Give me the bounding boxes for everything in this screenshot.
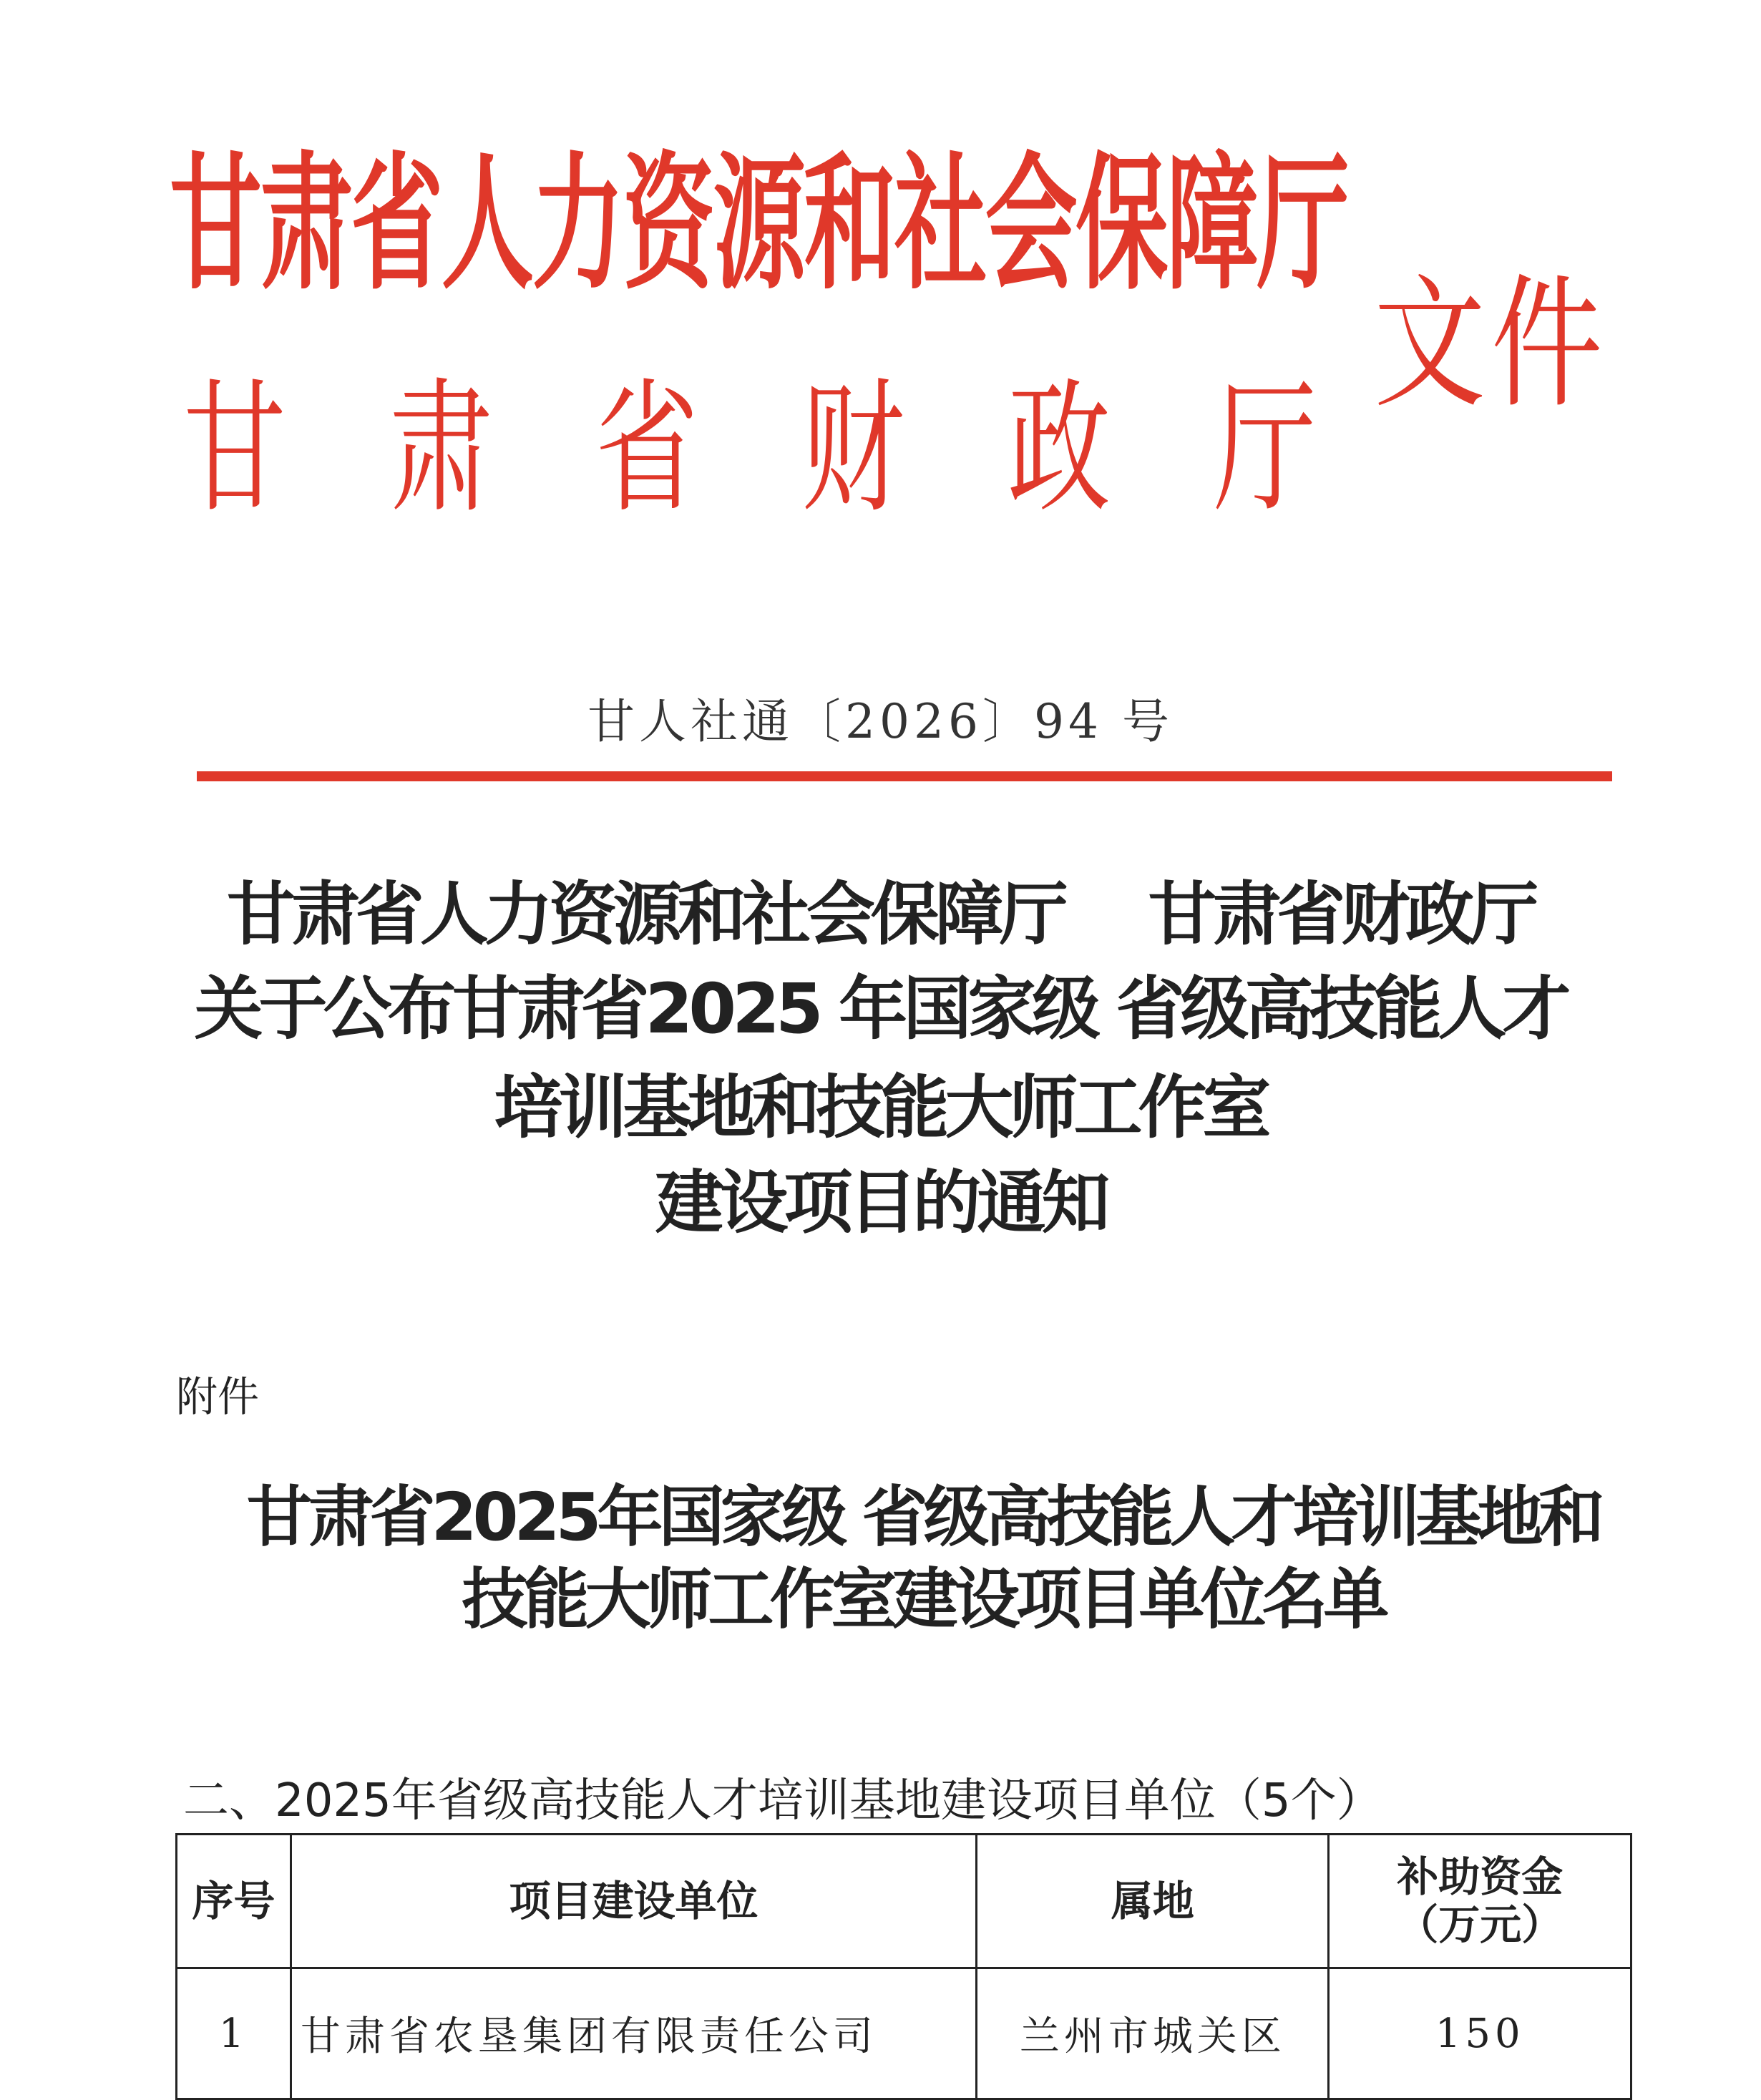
project-table: [175, 1833, 1632, 2100]
cell-location: 兰州市城关区: [977, 1968, 1329, 2099]
issuer-line-1: 甘肃省人力资源和社会保障厅: [170, 140, 1348, 310]
notice-title-line: 关于公布甘肃省2025 年国家级 省级高技能人才: [194, 969, 1567, 1049]
issuer-char: 肃: [389, 366, 492, 532]
issuer-char: 财: [801, 366, 904, 532]
cell-unit: 甘肃省农垦集团有限责任公司: [291, 1968, 976, 2099]
header-no: 序号: [177, 1835, 291, 1968]
notice-title-line: 甘肃省人力资源和社会保障厅 甘肃省财政厅: [226, 874, 1535, 954]
document-suffix: 文件: [1374, 261, 1609, 428]
attachment-title-line: 甘肃省2025年国家级 省级高技能人才培训基地和: [246, 1479, 1601, 1556]
notice-title-line: 培训基地和技能大师工作室: [494, 1068, 1267, 1148]
table-row: [177, 1968, 1631, 2099]
table-header-row: [177, 1835, 1631, 1968]
header-funds-label: 补助资金: [1397, 1852, 1564, 1902]
issuer-char: 省: [595, 366, 698, 532]
attachment-label: 附件: [176, 1372, 260, 1421]
cell-no: 1: [177, 1968, 291, 2099]
header-location: 属地: [977, 1835, 1329, 1968]
issuer-char: 政: [1007, 366, 1111, 532]
section-heading: 二、2025年省级高技能人才培训基地建设项目单位（5个）: [183, 1774, 1382, 1827]
notice-title-line: 建设项目的通知: [655, 1163, 1106, 1243]
header-unit: 项目建设单位: [291, 1835, 976, 1968]
header-funds-unit: （万元）: [1397, 1900, 1564, 1949]
header-funds: [1329, 1835, 1631, 1968]
red-divider: [197, 771, 1612, 781]
attachment-title-line: 技能大师工作室建设项目单位名单: [462, 1561, 1385, 1638]
issuer-char: 甘: [183, 366, 287, 532]
issuer-line-2: [163, 366, 1337, 532]
cell-funds: 150: [1329, 1968, 1631, 2099]
document-number: 甘人社通〔2026〕94 号: [587, 694, 1174, 749]
issuer-char: 厅: [1213, 366, 1317, 532]
